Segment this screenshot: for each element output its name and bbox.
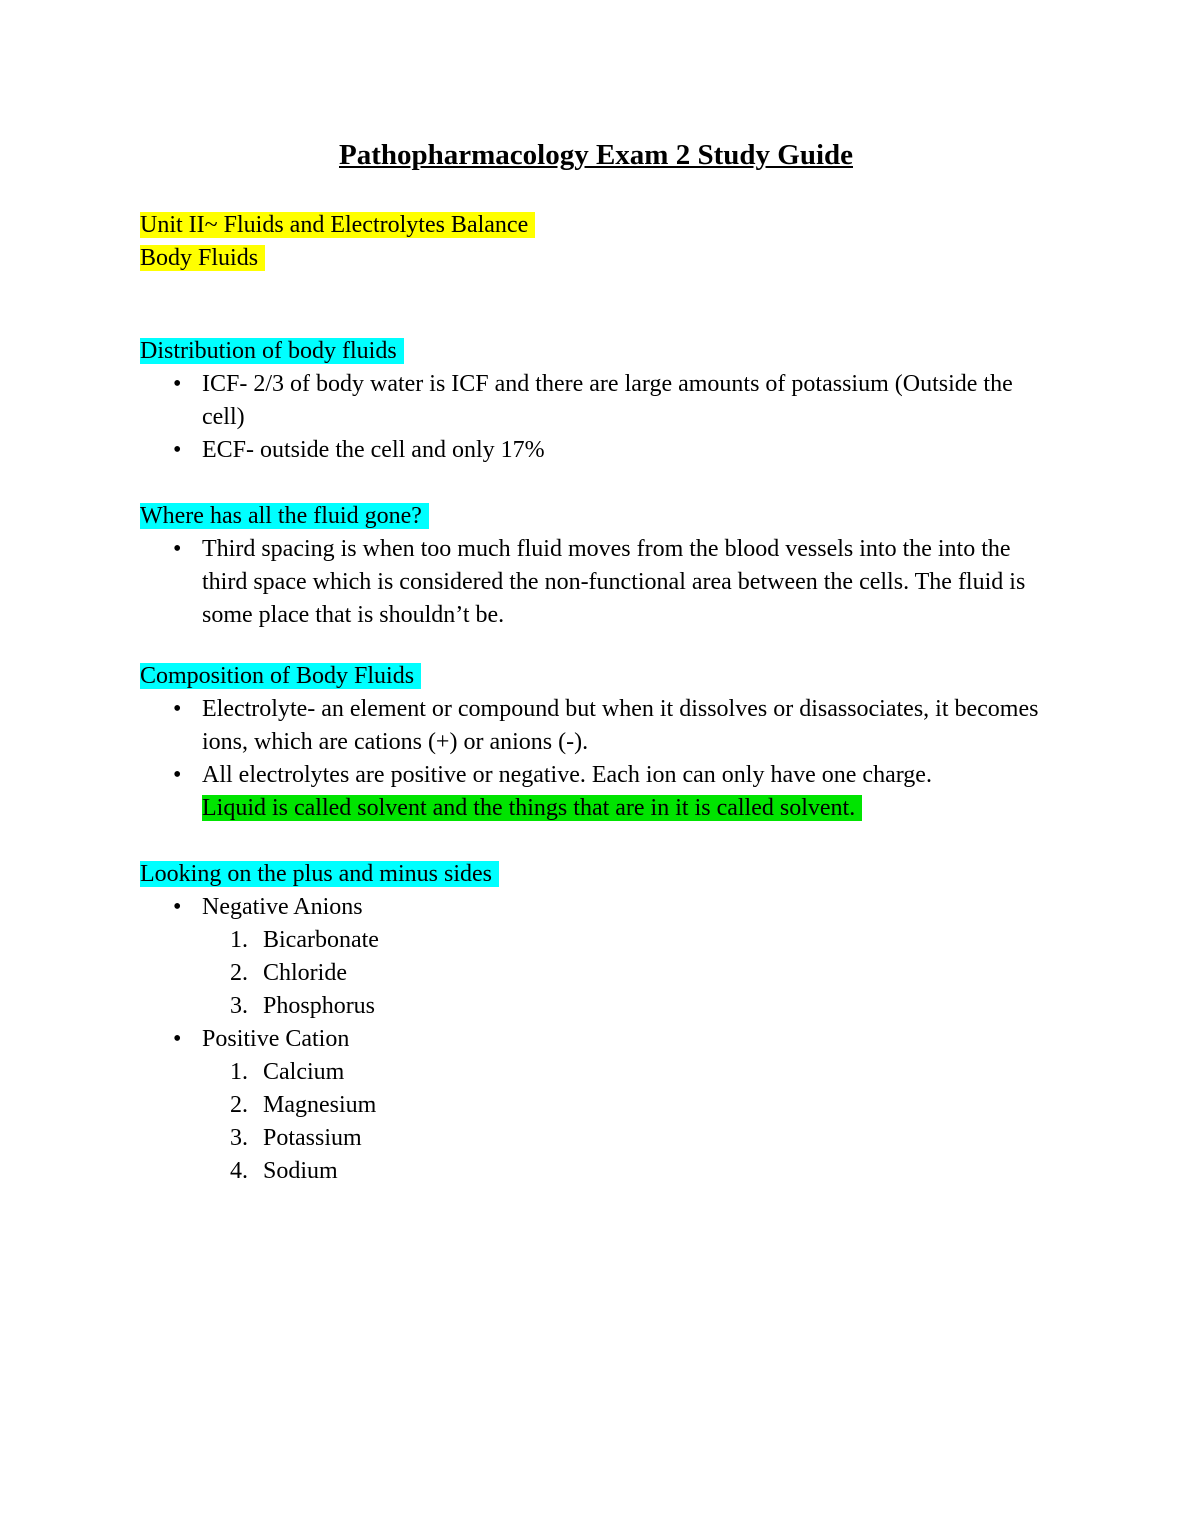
item-label: Magnesium [263,1092,377,1118]
bullet-item [140,759,1052,825]
item-number: 2. [230,960,248,986]
bullet-list [140,891,1052,1188]
numbered-item [202,1155,1052,1188]
section-heading-plus-minus: Looking on the plus and minus sides [140,861,499,887]
unit-heading-block [140,209,1052,275]
section-heading-fluid-gone: Where has all the fluid gone? [140,503,429,529]
bullet-list [140,368,1052,467]
bullet-text: Electrolyte- an element or compound but when it dissolves or disassociates, it becomes ions, which are cations (+) or anions (-). [202,696,1039,755]
bullet-item [140,533,1052,632]
item-number: 1. [230,1059,248,1085]
section-heading-line [140,858,1052,891]
item-number: 3. [230,1125,248,1151]
bullet-text: ICF- 2/3 of body water is ICF and there are large amounts of potassium (Outside the cell) [202,371,1013,430]
bullet-item [140,693,1052,759]
section-heading-line [140,335,1052,368]
numbered-list-anions [202,924,1052,1023]
section-heading-composition: Composition of Body Fluids [140,663,421,689]
document-title: Pathopharmacology Exam 2 Study Guide [339,139,853,171]
item-label: Bicarbonate [263,927,379,953]
bullet-dot-icon: • [173,696,182,722]
unit-subheading-line [140,242,1052,275]
numbered-item [202,1056,1052,1089]
bullet-dot-icon: • [173,437,182,463]
numbered-item [202,924,1052,957]
item-number: 2. [230,1092,248,1118]
bullet-list [140,693,1052,825]
unit-heading-line [140,209,1052,242]
bullet-item-positive-cation [140,1023,1052,1188]
bullet-list [140,533,1052,632]
item-number: 4. [230,1158,248,1184]
section-fluid-gone [140,500,1052,632]
section-distribution [140,335,1052,467]
unit-subheading: Body Fluids [140,245,265,271]
green-highlight-note: Liquid is called solvent and the things that are in it is called solvent. [202,795,862,821]
numbered-item [202,957,1052,990]
numbered-item [202,1122,1052,1155]
section-plus-minus [140,858,1052,1188]
section-heading-distribution: Distribution of body fluids [140,338,404,364]
item-number: 3. [230,993,248,1019]
numbered-item [202,990,1052,1023]
bullet-dot-icon: • [173,762,182,788]
item-label: Potassium [263,1125,362,1151]
bullet-item [140,434,1052,467]
bullet-dot-icon: • [173,1026,182,1052]
section-heading-line [140,660,1052,693]
bullet-dot-icon: • [173,894,182,920]
item-label: Sodium [263,1158,338,1184]
section-composition [140,660,1052,825]
item-label: Chloride [263,960,347,986]
item-label: Phosphorus [263,993,376,1019]
numbered-item [202,1089,1052,1122]
bullet-text: ECF- outside the cell and only 17% [202,437,545,463]
bullet-text: Positive Cation [202,1026,350,1052]
bullet-dot-icon: • [173,536,182,562]
bullet-text: Third spacing is when too much fluid moves from the blood vessels into the into the third space which is considered the non-functional area between the cells. The fluid is some place that is shouldn’t be. [202,536,1026,628]
bullet-item-negative-anions [140,891,1052,1023]
bullet-dot-icon: • [173,371,182,397]
unit-heading: Unit II~ Fluids and Electrolytes Balance [140,212,535,238]
numbered-list-cations [202,1056,1052,1188]
bullet-text: Negative Anions [202,894,363,920]
bullet-item [140,368,1052,434]
section-heading-line [140,500,1052,533]
item-label: Calcium [263,1059,345,1085]
item-number: 1. [230,927,248,953]
bullet-text: All electrolytes are positive or negative. Each ion can only have one charge. [202,762,932,788]
